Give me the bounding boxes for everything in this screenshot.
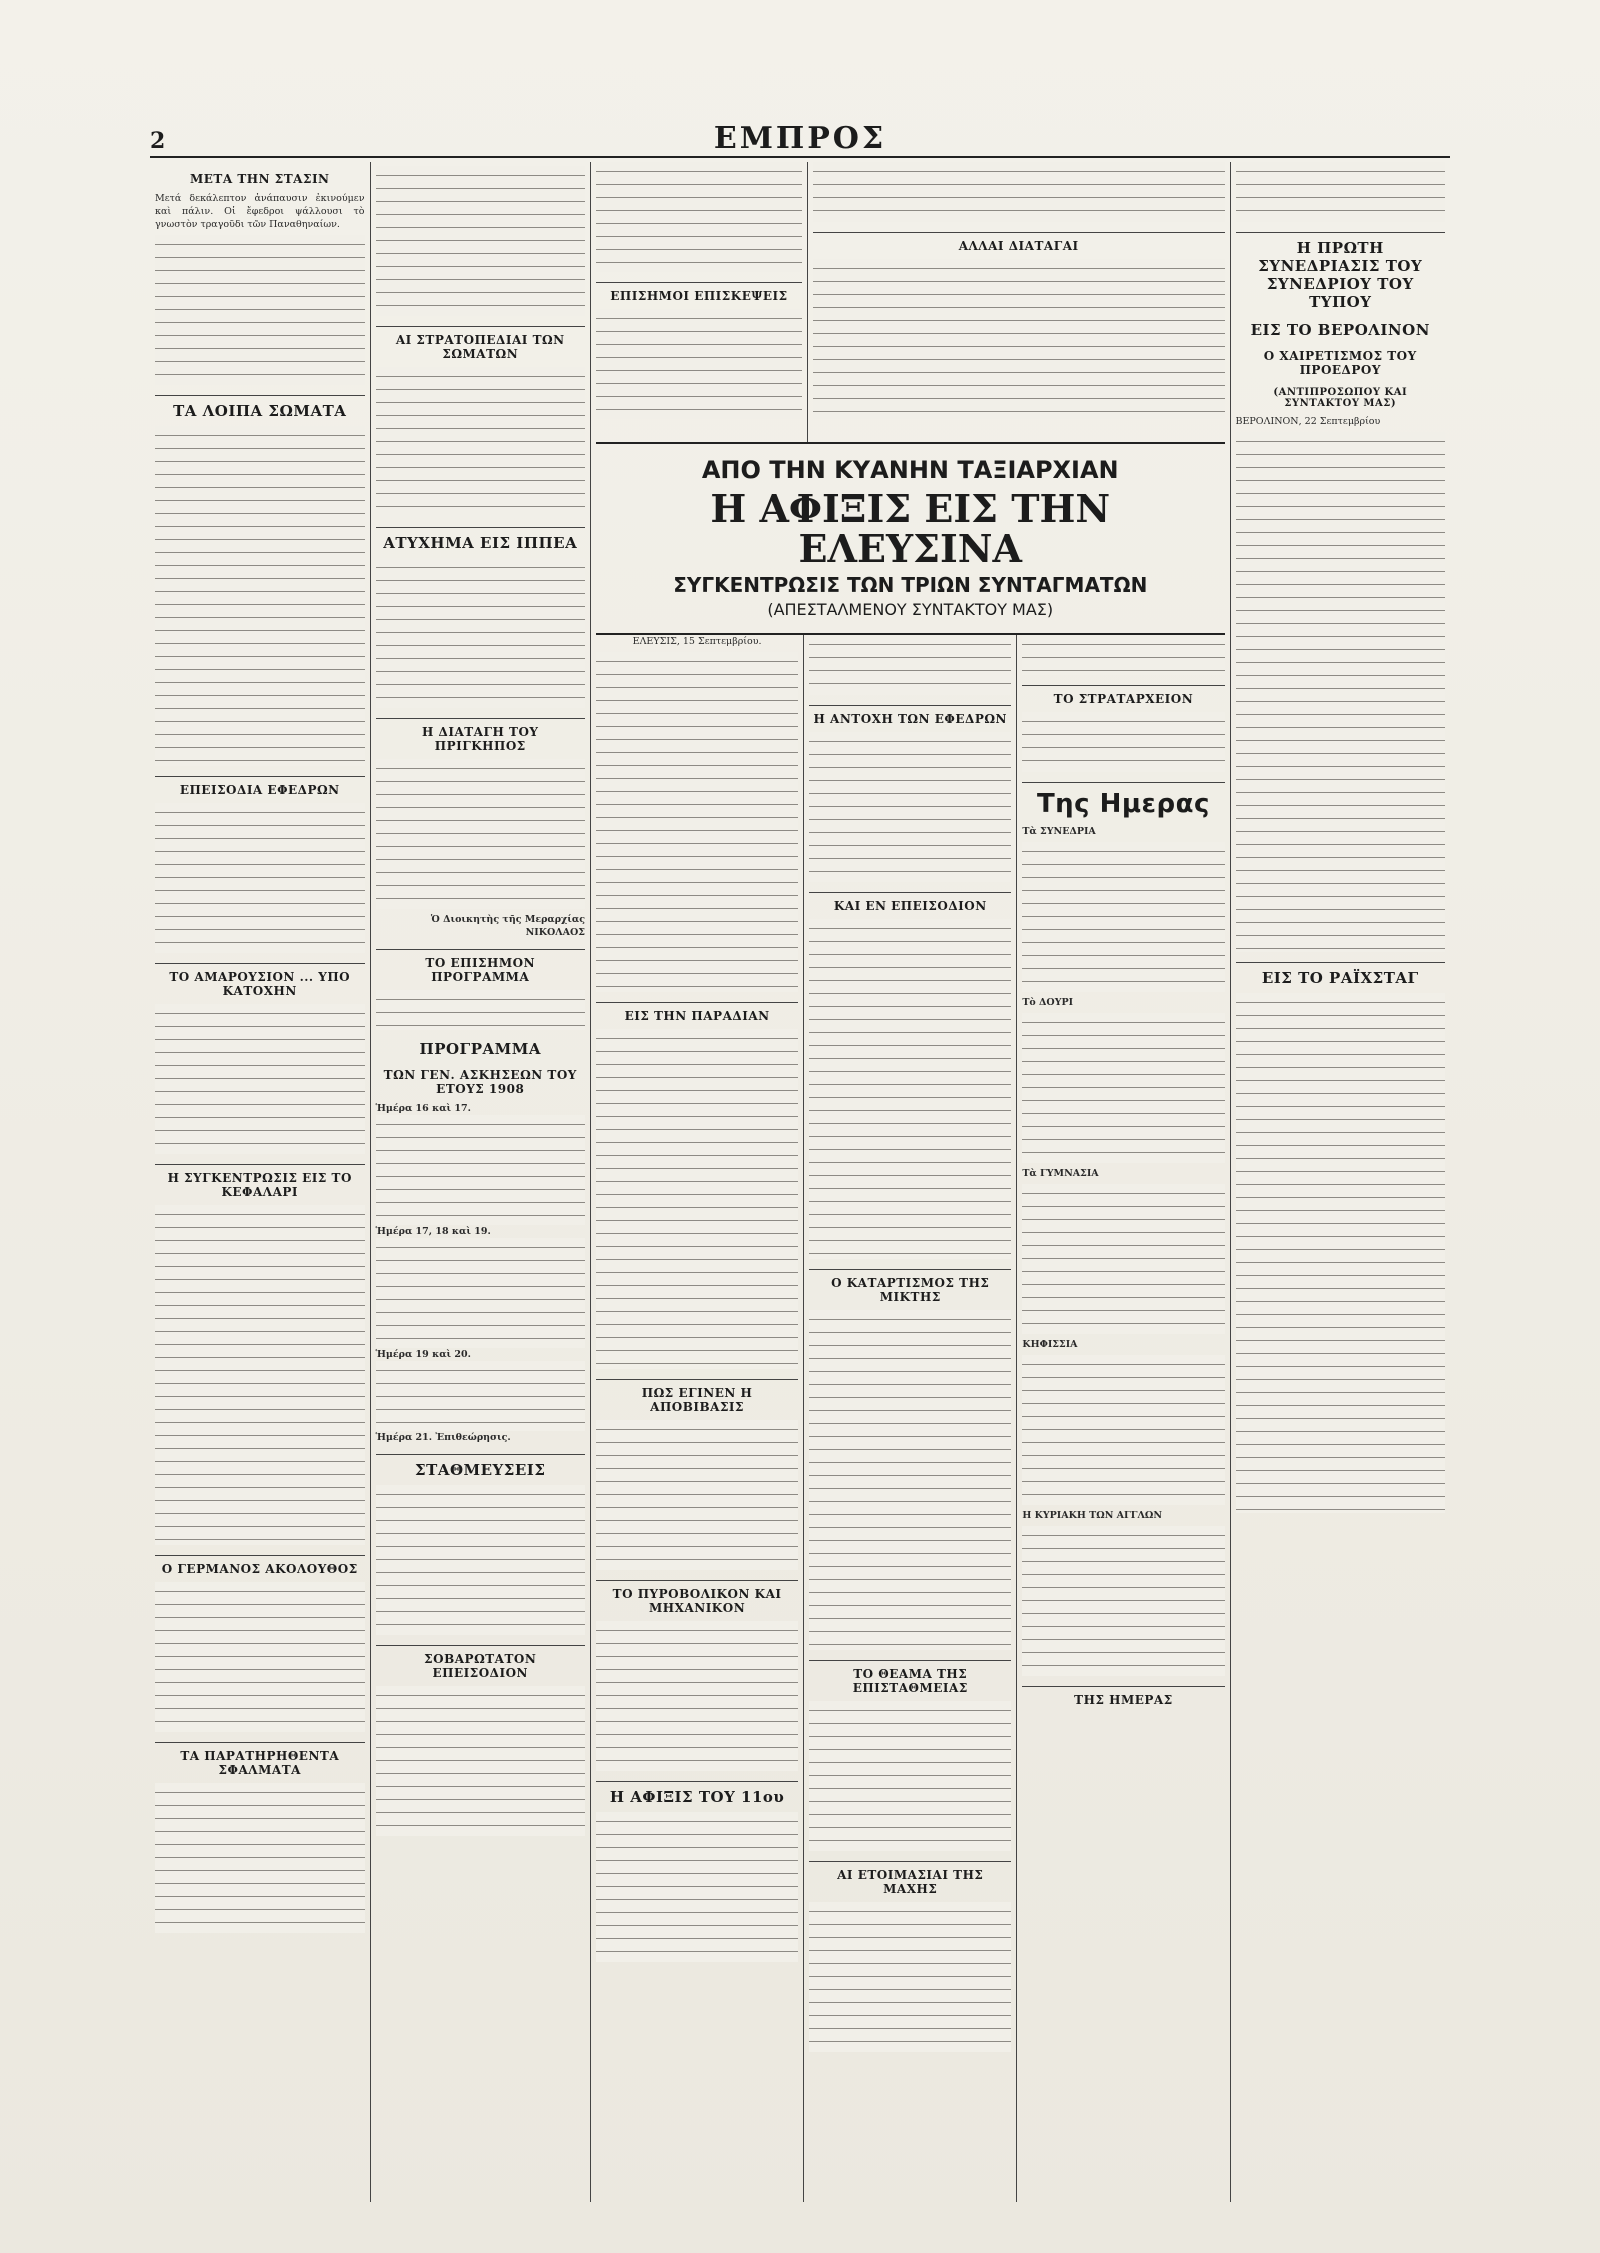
program-day: Ἡμέρα 17, 18 καὶ 19. — [375, 1226, 491, 1237]
headline: ΕΙΣ ΤΗΝ ΠΑΡΑΔΙΑΝ — [596, 1002, 798, 1023]
headline: Ο ΧΑΙΡΕΤΙΣΜΟΣ ΤΟΥ ΠΡΟΕΔΡΟΥ — [1263, 349, 1417, 377]
center-section — [591, 162, 1231, 2202]
headline: Η ΣΥΓΚΕΝΤΡΩΣΙΣ ΕΙΣ ΤΟ ΚΕΦΑΛΑΡΙ — [155, 1164, 365, 1199]
text-block — [155, 1205, 365, 1545]
text-block — [809, 635, 1011, 695]
text-block — [376, 1361, 586, 1431]
text-block — [376, 1485, 586, 1635]
headline: ΤΟ ΠΥΡΟΒΟΛΙΚΟΝ ΚΑΙ ΜΗΧΑΝΙΚΟΝ — [596, 1580, 798, 1615]
column-5 — [1017, 635, 1224, 2202]
text-block — [1022, 842, 1224, 992]
headline: Ο ΓΕΡΜΑΝΟΣ ΑΚΟΛΟΥΘΟΣ — [155, 1555, 365, 1576]
text-block — [809, 1902, 1011, 2052]
text-block — [596, 1812, 798, 1962]
text-block — [376, 558, 586, 708]
banner-kicker: ΑΠΟ ΤΗΝ ΚΥΑΝΗΝ ΤΑΞΙΑΡΧΙΑΝ — [701, 456, 1119, 484]
program-day: Ἡμέρα 21. Ἐπιθεώρησις. — [375, 1432, 511, 1443]
text-block — [1022, 1526, 1224, 1676]
headline: ΑΛΛΑΙ ΔΙΑΤΑΓΑΙ — [813, 232, 1225, 253]
text-block — [809, 919, 1011, 1259]
column-6 — [1231, 162, 1451, 2202]
subheading: ΚΗΦΙΣΣΙΑ — [1022, 1338, 1078, 1350]
banner-headline: Η ΑΦΙΞΙΣ ΕΙΣ ΤΗΝ ΕΛΕΥΣΙΝΑ — [710, 486, 1111, 572]
headline: ΕΙΣ ΤΟ ΡΑΪΧΣΤΑΓ — [1236, 962, 1446, 987]
text-block — [155, 426, 365, 766]
headline: ΚΑΙ ΕΝ ΕΠΕΙΣΟΔΙΟΝ — [809, 892, 1011, 913]
text-block — [813, 259, 1225, 419]
text-block — [155, 803, 365, 953]
dateline: ΒΕΡΟΛΙΝΟΝ, 22 Σεπτεμβρίου — [1235, 416, 1381, 427]
text-block — [596, 652, 798, 992]
subheading: Η ΚΥΡΙΑΚΗ ΤΩΝ ΑΓΓΛΩΝ — [1022, 1509, 1163, 1521]
text-block — [596, 1621, 798, 1771]
text-block — [376, 166, 586, 316]
text-block — [1236, 162, 1446, 222]
text-block — [1236, 993, 1446, 1513]
text-block — [809, 1310, 1011, 1650]
headline: ΕΠΕΙΣΟΔΙΑ ΕΦΕΔΡΩΝ — [155, 776, 365, 797]
text-block — [1022, 635, 1224, 675]
dateline: ΕΛΕΥΣΙΣ, 15 Σεπτεμβρίου. — [632, 635, 762, 647]
newspaper-title: ΕΜΠΡΟΣ — [713, 121, 887, 156]
text-block — [809, 732, 1011, 882]
column-3-bottom — [596, 635, 804, 2202]
headline: ΤΟ ΣΤΡΑΤΑΡΧΕΙΟΝ — [1022, 685, 1224, 706]
headline: ΑΙ ΣΤΡΑΤΟΠΕΔΙΑΙ ΤΩΝ ΣΩΜΑΤΩΝ — [376, 326, 586, 361]
headline: ΕΙΣ ΤΟ ΒΕΡΟΛΙΝΟΝ — [1250, 321, 1430, 339]
text-block — [376, 367, 586, 517]
center-bottom — [596, 635, 1225, 2202]
headline: ΤΑ ΠΑΡΑΤΗΡΗΘΕΝΤΑ ΣΦΑΛΜΑΤΑ — [155, 1742, 365, 1777]
text-block — [155, 1582, 365, 1732]
subheading: Τὰ ΓΥΜΝΑΣΙΑ — [1022, 1167, 1099, 1179]
headline: ΤΟ ΕΠΙΣΗΜΟΝ ΠΡΟΓΡΑΜΜΑ — [376, 949, 586, 984]
text-block — [155, 1004, 365, 1154]
column-1 — [150, 162, 371, 2202]
text-block — [809, 1701, 1011, 1851]
column-3-top — [596, 162, 808, 442]
headline: Η ΑΝΤΟΧΗ ΤΩΝ ΕΦΕΔΡΩΝ — [809, 705, 1011, 726]
headline: ΜΕΤΑ ΤΗΝ ΣΤΑΣΙΝ — [189, 172, 330, 186]
subheading: Τὸ ΔΟΥΡΙ — [1022, 996, 1074, 1008]
text-block — [813, 162, 1225, 222]
text-block — [1022, 1013, 1224, 1163]
headline: Η ΑΦΙΞΙΣ ΤΟΥ 11ου — [596, 1781, 798, 1806]
masthead — [150, 120, 1450, 158]
headline: ΑΙ ΕΤΟΙΜΑΣΙΑΙ ΤΗΣ ΜΑΧΗΣ — [809, 1861, 1011, 1896]
headline: ΠΩΣ ΕΓΙΝΕΝ Η ΑΠΟΒΙΒΑΣΙΣ — [596, 1379, 798, 1414]
text-block — [376, 1115, 586, 1225]
text-block — [1022, 1184, 1224, 1334]
banner-byline: (ΑΠΕΣΤΑΛΜΕΝΟΥ ΣΥΝΤΑΚΤΟΥ ΜΑΣ) — [767, 599, 1054, 619]
text-block — [155, 235, 365, 385]
center-top — [596, 162, 1225, 442]
text-block — [596, 309, 802, 419]
column-4-top — [808, 162, 1225, 442]
banner — [596, 442, 1225, 635]
banner-sub: ΣΥΓΚΕΝΤΡΩΣΙΣ ΤΩΝ ΤΡΙΩΝ ΣΥΝΤΑΓΜΑΤΩΝ — [673, 572, 1148, 597]
headline: Η ΠΡΩΤΗ ΣΥΝΕΔΡΙΑΣΙΣ ΤΟΥ ΣΥΝΕΔΡΙΟΥ ΤΟΥ ΤΥΠΟΥ — [1236, 232, 1446, 311]
headline: ΕΠΙΣΗΜΟΙ ΕΠΙΣΚΕΨΕΙΣ — [596, 282, 802, 303]
text-block — [376, 759, 586, 909]
text-block — [596, 1029, 798, 1369]
headline: ΤΗΣ ΗΜΕΡΑΣ — [1022, 1686, 1224, 1707]
program-day: Ἡμέρα 16 καὶ 17. — [375, 1103, 471, 1114]
headline: ΤΩΝ ΓΕΝ. ΑΣΚΗΣΕΩΝ ΤΟΥ ΕΤΟΥΣ 1908 — [383, 1068, 577, 1096]
column-4-bottom — [804, 635, 1017, 2202]
headline: ΤΟ ΘΕΑΜΑ ΤΗΣ ΕΠΙΣΤΑΘΜΕΙΑΣ — [809, 1660, 1011, 1695]
headline: Η ΔΙΑΤΑΓΗ ΤΟΥ ΠΡΙΓΚΗΠΟΣ — [376, 718, 586, 753]
text-block — [376, 1238, 586, 1348]
text-block — [1236, 432, 1446, 952]
program-day: Ἡμέρα 19 καὶ 20. — [375, 1349, 471, 1360]
headline: ΣΟΒΑΡΩΤΑΤΟΝ ΕΠΕΙΣΟΔΙΟΝ — [376, 1645, 586, 1680]
section-title: Της Ημερας — [1022, 782, 1224, 819]
subheading: Τὰ ΣΥΝΕΔΡΙΑ — [1022, 825, 1096, 837]
headline: ΑΤΥΧΗΜΑ ΕΙΣ ΙΠΠΕΑ — [376, 527, 586, 552]
headline: ΠΡΟΓΡΑΜΜΑ — [419, 1040, 541, 1058]
text-block — [596, 162, 802, 272]
headline: ΤΑ ΛΟΙΠΑ ΣΩΜΑΤΑ — [155, 395, 365, 420]
headline: ΤΟ ΑΜΑΡΟΥΣΙΟΝ ... ΥΠΟ ΚΑΤΟΧΗΝ — [155, 963, 365, 998]
article-text: Μετά δεκάλεπτον ἀνάπαυσιν ἐκινούμεν καὶ πάλιν. Οἱ ἔφεδροι ψάλλουσι τὸ γνωστὸν τραγοῦδι τῶν Παναθηναίων. — [155, 193, 365, 230]
text-block — [155, 1783, 365, 1933]
column-2 — [371, 162, 592, 2202]
text-block — [1022, 712, 1224, 772]
text-block — [376, 1686, 586, 1836]
headline: Ο ΚΑΤΑΡΤΙΣΜΟΣ ΤΗΣ ΜΙΚΤΗΣ — [809, 1269, 1011, 1304]
byline: (ΑΝΤΙΠΡΟΣΩΠΟΥ ΚΑΙ ΣΥΝΤΑΚΤΟΥ ΜΑΣ) — [1273, 387, 1408, 409]
page-number: 2 — [150, 128, 166, 154]
text-block — [376, 990, 586, 1030]
text-block — [596, 1420, 798, 1570]
text-block — [1022, 1355, 1224, 1505]
signature: Ὁ Διοικητὴς τῆς Μεραρχίας ΝΙΚΟΛΑΟΣ — [430, 914, 585, 938]
columns — [150, 162, 1450, 2202]
headline: ΣΤΑΘΜΕΥΣΕΙΣ — [376, 1454, 586, 1479]
